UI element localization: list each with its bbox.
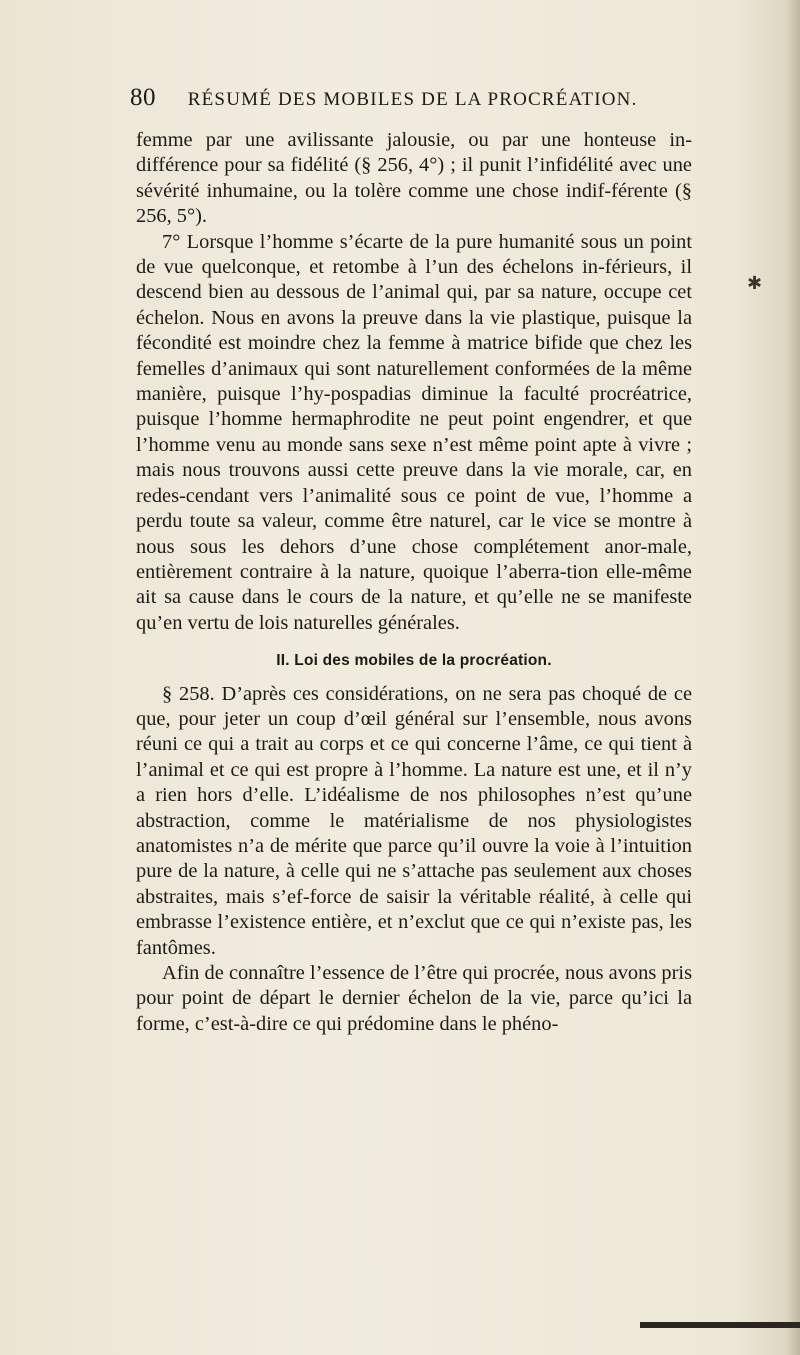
- page-body: [136, 128, 692, 1037]
- page-edge-shadow: [786, 0, 800, 1355]
- bottom-edge-rule: [640, 1322, 800, 1328]
- paragraph-item-7: 7° Lorsque l’homme s’écarte de la pure humanité sous un point de vue quelconque, et retombe à l’un des échelons in-férieurs, il descend bien au dessous de l’animal qui, par sa nature, occupe cet échelon. Nous en avons la preuve dans la vie plastique, puisque la fécondité est moindre chez la femme à matrice bifide que chez les femelles d’animaux qui sont naturellement conformées de la même manière, puisque l’hy-pospadias diminue la faculté procréatrice, puisque l’homme hermaphrodite ne peut point engendrer, et que l’homme venu au monde sans sexe n’est même point apte à vivre ; mais nous trouvons aussi cette preuve dans la vie morale, car, en redes-cendant vers l’animalité sous ce point de vue, l’homme a perdu toute sa valeur, comme être naturel, car le vice se montre à nous sous les dehors d’une chose complétement anor-male, entièrement contraire à la nature, quoique l’aberra-tion elle-même ait sa cause dans le cours de la nature, et qu’elle ne se manifeste qu’en vertu de lois naturelles générales.: [136, 230, 692, 634]
- page-number: 80: [130, 84, 156, 111]
- paragraph-afin: Afin de connaître l’essence de l’être qui procrée, nous avons pris pour point de départ le dernier échelon de la vie, parce qu’ici la forme, c’est-à-dire ce qui prédomine dans le phéno-: [136, 962, 692, 1035]
- paragraph-section-258: § 258. D’après ces considérations, on ne sera pas choqué de ce que, pour jeter un coup d’œil général sur l’ensemble, nous avons réuni ce qui a trait au corps et ce qui concerne l’âme, ce qui tient à l’animal et ce qui est propre à l’homme. La nature est une, et il n’y a rien hors d’elle. L’idéalisme de nos philosophes n’est qu’une abstraction, comme le matérialisme de nos physiologistes anatomistes n’a de mérite que parce qu’il ouvre la voie à l’intuition pure de la nature, à celle qui ne s’attache pas seulement aux choses abstraites, mais s’ef-force de saisir la véritable réalité, à celle qui embrasse l’existence entière, et n’exclut que ce qui n’existe pas, les fantômes.: [136, 682, 692, 959]
- paragraph-continued: femme par une avilissante jalousie, ou par une honteuse in-différence pour sa fidélité (§ 256, 4°) ; il punit l’infidélité avec une sévérité inhumaine, ou la tolère comme une chose indif-férente (§ 256, 5°).: [136, 129, 692, 228]
- running-title: RÉSUMÉ DES MOBILES DE LA PROCRÉATION.: [187, 89, 638, 110]
- running-header: [130, 84, 670, 112]
- margin-mark-icon: ✱: [747, 273, 763, 293]
- section-heading: II. Loi des mobiles de la procréation.: [276, 652, 552, 670]
